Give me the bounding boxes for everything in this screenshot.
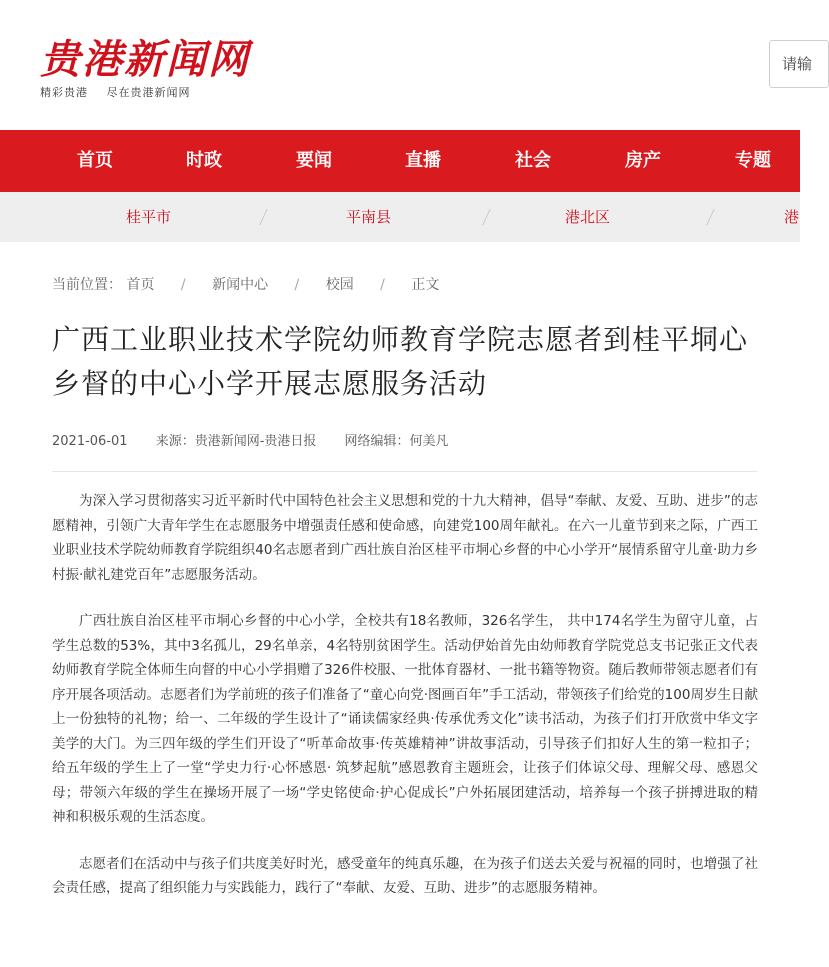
breadcrumb xyxy=(52,274,439,294)
logo-slogan xyxy=(40,84,250,100)
slogan-right: 尽在贵港新闻网 xyxy=(106,86,191,99)
article-title: 广西工业职业技术学院幼师教育学院志愿者到桂平垌心乡督的中心小学开展志愿服务活动 xyxy=(52,323,749,400)
sub-nav-item-more[interactable]: 港 xyxy=(784,208,800,226)
breadcrumb-article: 正文 xyxy=(411,277,440,293)
nav-item-politics[interactable]: 时政 xyxy=(186,150,222,171)
sub-nav-divider xyxy=(482,209,490,225)
article-source: 来源：贵港新闻网-贵港日报 xyxy=(155,434,317,449)
article-meta xyxy=(52,430,757,449)
nav-item-home[interactable]: 首页 xyxy=(77,150,113,171)
meta-divider xyxy=(52,471,757,472)
slogan-left: 精彩贵港 xyxy=(40,86,88,99)
sub-nav-divider xyxy=(259,209,267,225)
breadcrumb-campus[interactable]: 校园 xyxy=(325,277,354,293)
sub-nav xyxy=(0,192,800,242)
nav-item-news[interactable]: 要闻 xyxy=(296,150,332,171)
breadcrumb-separator: / xyxy=(294,277,300,293)
logo-text: 贵港新闻网 xyxy=(40,36,250,83)
breadcrumb-home[interactable]: 首页 xyxy=(126,277,155,293)
nav-item-topics[interactable]: 专题 xyxy=(735,150,771,171)
breadcrumb-separator: / xyxy=(380,277,385,293)
breadcrumb-label: 当前位置： xyxy=(52,277,122,293)
sub-nav-item-gangbei[interactable]: 港北区 xyxy=(565,208,611,226)
sub-nav-divider xyxy=(706,209,714,225)
article-date: 2021-06-01 xyxy=(52,434,128,449)
article-paragraph: 志愿者们在活动中与孩子们共度美好时光，感受童年的纯真乐趣，在为孩子们送去关爱与祝福的同时，也增强了社会责任感，提高了组织能力与实践能力，践行了“奉献、友爱、互助、进步”的志愿服务精神。 xyxy=(52,855,758,896)
article-paragraph: 广西壮族自治区桂平市垌心乡督的中心小学，全校共有18名教师，326名学生， 共中174名学生为留守儿童，占学生总数的53%，其中3名孤儿，29名单亲，4名特别贫困学生。活动伊始首先由幼师教育学院党总支书记张正文代表幼师教育学院全体师生向督的中心小学捐赠了326件校服、一批体育器材、一批书籍等物资。随后教师带领志愿者们有序开展各项活动。志愿者们为学前班的孩子们准备了“童心向党·图画百年”手工活动，带领孩子们给党的100周岁生日献上一份独特的礼物；给一、二年级的学生设计了“诵读儒家经典·传承优秀文化”读书活动，为孩子们打开欣赏中华文字美学的大门。为三四年级的学生们开设了“听革命故事·传英雄精神”讲故事活动，引导孩子们扣好人生的第一粒扣子；给五年级的学生上了一堂“学史力行·心怀感恩· 筑梦起航”感恩教育主题班会，让孩子们体谅父母、理解父母、感恩父母；带领六年级的学生在操场开展了一场“学史铭使命·护心促成长”户外拓展团建活动，培养每一个孩子拼搏进取的精神和积极乐观的生活态度。 xyxy=(52,613,758,825)
nav-item-property[interactable]: 房产 xyxy=(625,150,661,171)
sub-nav-item-pingnan[interactable]: 平南县 xyxy=(346,208,392,226)
main-nav xyxy=(0,130,800,192)
nav-item-live[interactable]: 直播 xyxy=(405,150,441,171)
breadcrumb-separator: / xyxy=(180,277,186,293)
nav-item-society[interactable]: 社会 xyxy=(515,150,551,171)
sub-nav-item-guiping[interactable]: 桂平市 xyxy=(126,208,172,226)
article-editor: 网络编辑：何美凡 xyxy=(344,434,449,449)
article-paragraph: 为深入学习贯彻落实习近平新时代中国特色社会主义思想和党的十九大精神，倡导“奉献、友爱、互助、进步”的志愿精神，引领广大青年学生在志愿服务中增强责任感和使命感，向建党100周年献礼。在六一儿童节到来之际，广西工业职业技术学院幼师教育学院组织40名志愿者到广西壮族自治区桂平市垌心乡督的中心小学开“展情系留守儿童·助力乡村振·献礼建党百年”志愿服务活动。 xyxy=(52,493,758,583)
site-header xyxy=(0,0,813,130)
article-body xyxy=(52,489,758,923)
site-logo[interactable] xyxy=(40,38,250,100)
breadcrumb-news-center[interactable]: 新闻中心 xyxy=(212,277,269,293)
search-input[interactable]: 请输 xyxy=(769,40,829,88)
